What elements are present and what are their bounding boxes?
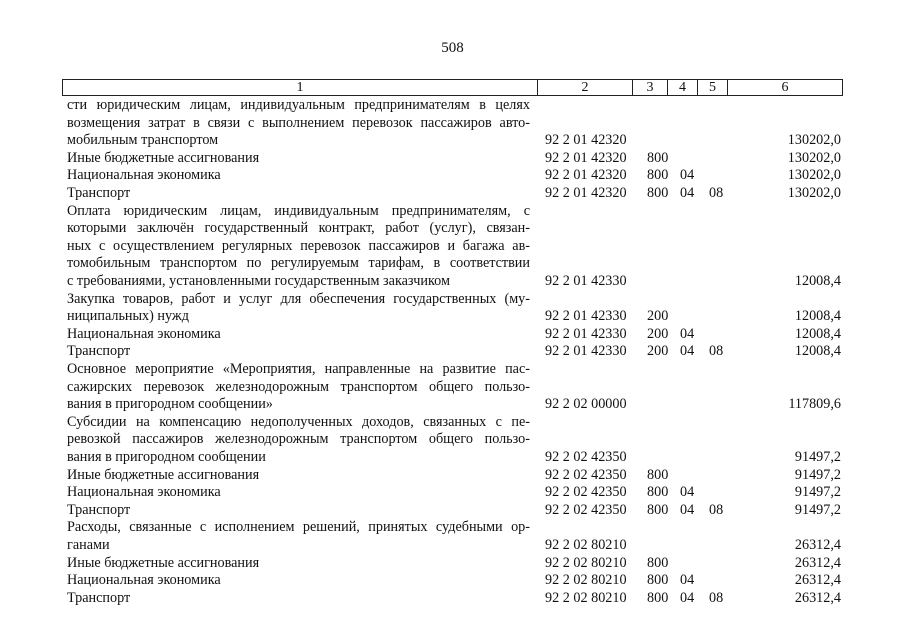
row-amount: 130202,0 <box>787 167 841 184</box>
row-code: 92 2 02 42350 <box>545 448 627 465</box>
table-row <box>0 555 905 573</box>
row-section: 04 <box>680 167 695 184</box>
row-code: 92 2 02 80210 <box>545 536 627 553</box>
description-line: томобильным транспортом по регулируемым тарифам, в соответствии <box>67 255 530 272</box>
row-section: 04 <box>680 343 695 360</box>
table-row <box>0 414 905 467</box>
row-description <box>67 361 530 414</box>
row-code: 92 2 02 80210 <box>545 572 627 589</box>
description-line: Национальная экономика <box>67 484 221 501</box>
row-amount: 130202,0 <box>787 132 841 149</box>
row-expense-type: 800 <box>647 589 669 606</box>
row-expense-type: 800 <box>647 484 669 501</box>
row-description <box>67 414 530 467</box>
description-line: Транспорт <box>67 184 131 201</box>
description-line: которыми заключён государственный контракт, работ (услуг), связан- <box>67 220 530 237</box>
row-code: 92 2 01 42330 <box>545 272 627 289</box>
row-description <box>67 326 530 344</box>
row-code: 92 2 02 00000 <box>545 396 627 413</box>
table-row <box>0 590 905 608</box>
row-amount: 117809,6 <box>788 396 841 413</box>
row-code: 92 2 01 42320 <box>545 167 627 184</box>
row-description <box>67 167 530 185</box>
table-row <box>0 167 905 185</box>
description-line: Иные бюджетные ассигнования <box>67 554 260 571</box>
row-amount: 12008,4 <box>794 272 841 289</box>
row-amount: 26312,4 <box>794 536 841 553</box>
column-header-3: 3 <box>633 80 668 96</box>
row-code: 92 2 01 42330 <box>545 325 627 342</box>
description-line: Субсидии на компенсацию недополученных доходов, связанных с пе- <box>67 413 530 430</box>
page-number: 508 <box>441 40 464 56</box>
description-line: Иные бюджетные ассигнования <box>67 466 260 483</box>
row-description <box>67 519 530 554</box>
table-row <box>0 572 905 590</box>
row-description <box>67 484 530 502</box>
column-header-5: 5 <box>698 80 728 96</box>
row-amount: 91497,2 <box>794 484 841 501</box>
table-row <box>0 467 905 485</box>
row-amount: 91497,2 <box>794 501 841 518</box>
row-subsection: 08 <box>709 501 724 518</box>
budget-table-body <box>0 97 905 607</box>
row-expense-type: 800 <box>647 466 669 483</box>
description-line: Национальная экономика <box>67 325 221 342</box>
row-description <box>67 185 530 203</box>
row-description <box>67 97 530 150</box>
column-header-row <box>63 80 843 96</box>
row-description <box>67 467 530 485</box>
row-description <box>67 590 530 608</box>
row-expense-type: 800 <box>647 501 669 518</box>
description-line: сти юридическим лицам, индивидуальным предпринимателям в целях <box>67 97 530 113</box>
description-line: Транспорт <box>67 589 131 606</box>
row-code: 92 2 01 42320 <box>545 184 627 201</box>
table-row <box>0 502 905 520</box>
column-header-6: 6 <box>728 80 843 96</box>
table-row <box>0 343 905 361</box>
row-code: 92 2 01 42330 <box>545 308 627 325</box>
row-expense-type: 800 <box>647 167 669 184</box>
description-line: ных с осуществлением регулярных перевозок пассажиров и багажа ав- <box>67 237 530 254</box>
row-expense-type: 200 <box>647 308 669 325</box>
table-row <box>0 361 905 414</box>
description-line: ганами <box>67 536 110 553</box>
row-amount: 26312,4 <box>794 589 841 606</box>
row-expense-type: 200 <box>647 325 669 342</box>
description-line: Оплата юридическим лицам, индивидуальным предпринимателям, с <box>67 202 530 219</box>
description-line: Национальная экономика <box>67 167 221 184</box>
column-header-1: 1 <box>63 80 538 96</box>
row-section: 04 <box>680 572 695 589</box>
row-expense-type: 800 <box>647 572 669 589</box>
description-line: с требованиями, установленными государственным заказчиком <box>67 272 450 289</box>
description-line: Транспорт <box>67 501 131 518</box>
column-header-table <box>62 79 843 96</box>
row-expense-type: 800 <box>647 184 669 201</box>
column-header-2: 2 <box>538 80 633 96</box>
row-section: 04 <box>680 325 695 342</box>
table-row <box>0 291 905 326</box>
table-row <box>0 185 905 203</box>
row-amount: 12008,4 <box>794 343 841 360</box>
description-line: вания в пригородном сообщении <box>67 448 266 465</box>
row-section: 04 <box>680 589 695 606</box>
row-code: 92 2 02 42350 <box>545 484 627 501</box>
row-description <box>67 343 530 361</box>
table-row <box>0 519 905 554</box>
table-row <box>0 484 905 502</box>
description-line: Транспорт <box>67 343 131 360</box>
row-amount: 26312,4 <box>794 572 841 589</box>
row-code: 92 2 02 80210 <box>545 589 627 606</box>
row-section: 04 <box>680 501 695 518</box>
description-line: Расходы, связанные с исполнением решений, принятых судебными ор- <box>67 519 530 536</box>
row-description <box>67 502 530 520</box>
row-code: 92 2 02 80210 <box>545 554 627 571</box>
row-description <box>67 572 530 590</box>
row-amount: 91497,2 <box>794 466 841 483</box>
row-code: 92 2 02 42350 <box>545 501 627 518</box>
row-subsection: 08 <box>709 343 724 360</box>
row-expense-type: 800 <box>647 554 669 571</box>
row-subsection: 08 <box>709 589 724 606</box>
table-row <box>0 326 905 344</box>
row-section: 04 <box>680 184 695 201</box>
description-line: Иные бюджетные ассигнования <box>67 149 260 166</box>
row-code: 92 2 01 42330 <box>545 343 627 360</box>
row-code: 92 2 02 42350 <box>545 466 627 483</box>
table-row <box>0 97 905 150</box>
row-amount: 91497,2 <box>794 448 841 465</box>
row-subsection: 08 <box>709 184 724 201</box>
description-line: возмещения затрат в связи с выполнением перевозок пассажиров авто- <box>67 114 530 131</box>
row-amount: 12008,4 <box>794 325 841 342</box>
description-line: ниципальных) нужд <box>67 308 189 325</box>
row-description <box>67 203 530 291</box>
row-amount: 12008,4 <box>794 308 841 325</box>
table-row <box>0 203 905 291</box>
row-code: 92 2 01 42320 <box>545 132 627 149</box>
description-line: сажирских перевозок железнодорожным транспортом общего пользо- <box>67 378 530 395</box>
description-line: Основное мероприятие «Мероприятия, направленные на развитие пас- <box>67 360 530 377</box>
row-expense-type: 800 <box>647 149 669 166</box>
row-expense-type: 200 <box>647 343 669 360</box>
description-line: Национальная экономика <box>67 572 221 589</box>
row-description <box>67 555 530 573</box>
table-row <box>0 150 905 168</box>
row-amount: 130202,0 <box>787 149 841 166</box>
row-description <box>67 150 530 168</box>
row-amount: 26312,4 <box>794 554 841 571</box>
description-line: мобильным транспортом <box>67 132 219 149</box>
row-code: 92 2 01 42320 <box>545 149 627 166</box>
row-amount: 130202,0 <box>787 184 841 201</box>
description-line: Закупка товаров, работ и услуг для обеспечения государственных (му- <box>67 290 530 307</box>
row-section: 04 <box>680 484 695 501</box>
row-description <box>67 291 530 326</box>
description-line: вания в пригородном сообщении» <box>67 396 273 413</box>
column-header-4: 4 <box>668 80 698 96</box>
description-line: ревозкой пассажиров железнодорожным транспортом общего пользо- <box>67 431 530 448</box>
